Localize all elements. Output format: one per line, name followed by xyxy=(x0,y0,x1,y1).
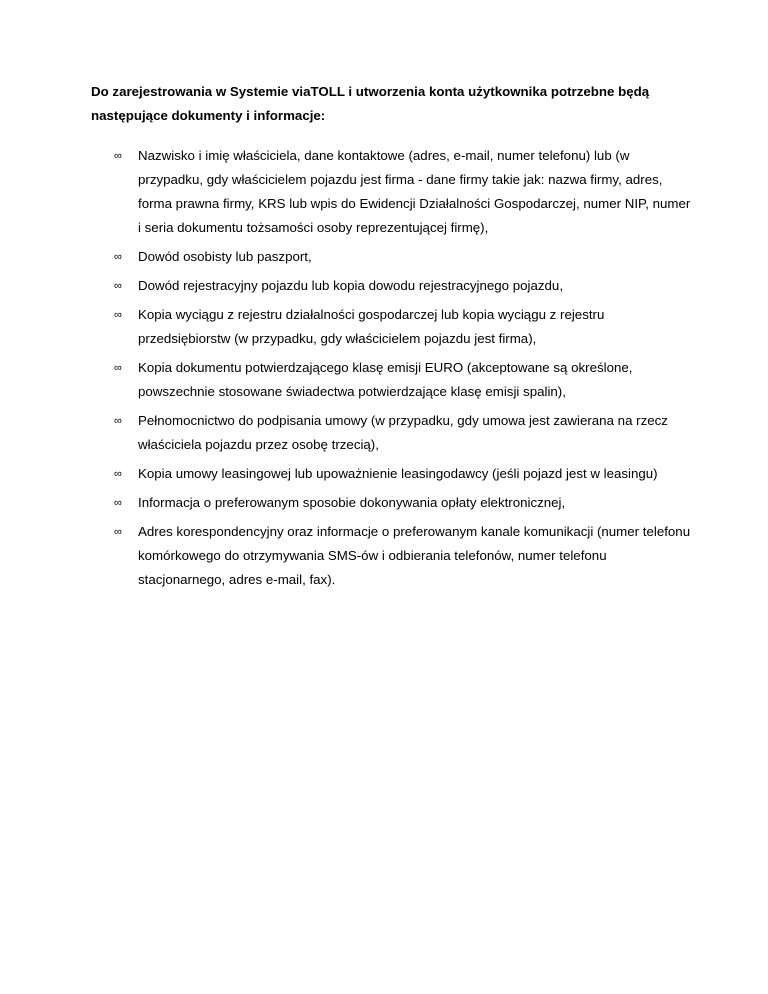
list-item xyxy=(91,274,691,298)
list-item-text: Adres korespondencyjny oraz informacje o preferowanym kanale komunikacji (numer telefonu komórkowego do otrzymywania SMS-ów i odbierania telefonów, numer telefonu stacjonarnego, adres e-mail, fax). xyxy=(138,524,691,587)
list-item xyxy=(91,409,691,457)
infinity-bullet-icon: ∞ xyxy=(114,251,122,263)
infinity-bullet-icon: ∞ xyxy=(114,309,122,321)
list-item-text: Kopia umowy leasingowej lub upoważnienie leasingodawcy (jeśli pojazd jest w leasingu) xyxy=(138,466,658,481)
infinity-bullet-icon: ∞ xyxy=(114,362,122,374)
list-item xyxy=(91,245,691,269)
list-item-text: Informacja o preferowanym sposobie dokonywania opłaty elektronicznej, xyxy=(138,495,566,510)
list-item xyxy=(91,462,691,486)
infinity-bullet-icon: ∞ xyxy=(114,468,122,480)
list-item-text: Kopia wyciągu z rejestru działalności gospodarczej lub kopia wyciągu z rejestru przedsiębiorstw (w przypadku, gdy właścicielem pojazdu jest firma), xyxy=(138,307,605,346)
infinity-bullet-icon: ∞ xyxy=(114,280,122,292)
list-item-text: Pełnomocnictwo do podpisania umowy (w przypadku, gdy umowa jest zawierana na rzecz właściciela pojazdu przez osobę trzecią), xyxy=(138,413,668,452)
list-item-text: Nazwisko i imię właściciela, dane kontaktowe (adres, e-mail, numer telefonu) lub (w przypadku, gdy właścicielem pojazdu jest firma - dane firmy takie jak: nazwa firmy, adres, forma prawna firmy, KRS lub wpis do Ewidencji Działalności Gospodarczej, numer NIP, numer i seria dokumentu tożsamości osoby reprezentującej firmę), xyxy=(138,148,691,235)
infinity-bullet-icon: ∞ xyxy=(114,526,122,538)
infinity-bullet-icon: ∞ xyxy=(114,150,122,162)
document-heading: Do zarejestrowania w Systemie viaTOLL i utworzenia konta użytkownika potrzebne będą następujące dokumenty i informacje: xyxy=(91,84,650,123)
list-item xyxy=(91,491,691,515)
list-item xyxy=(91,144,691,240)
infinity-bullet-icon: ∞ xyxy=(114,497,122,509)
list-item xyxy=(91,303,691,351)
infinity-bullet-icon: ∞ xyxy=(114,415,122,427)
list-item xyxy=(91,356,691,404)
list-item-text: Dowód rejestracyjny pojazdu lub kopia dowodu rejestracyjnego pojazdu, xyxy=(138,278,564,293)
requirements-list xyxy=(91,144,691,597)
list-item-text: Kopia dokumentu potwierdzającego klasę emisji EURO (akceptowane są określone, powszechnie stosowane świadectwa potwierdzające klasę emisji spalin), xyxy=(138,360,633,399)
list-item xyxy=(91,520,691,592)
list-item-text: Dowód osobisty lub paszport, xyxy=(138,249,312,264)
